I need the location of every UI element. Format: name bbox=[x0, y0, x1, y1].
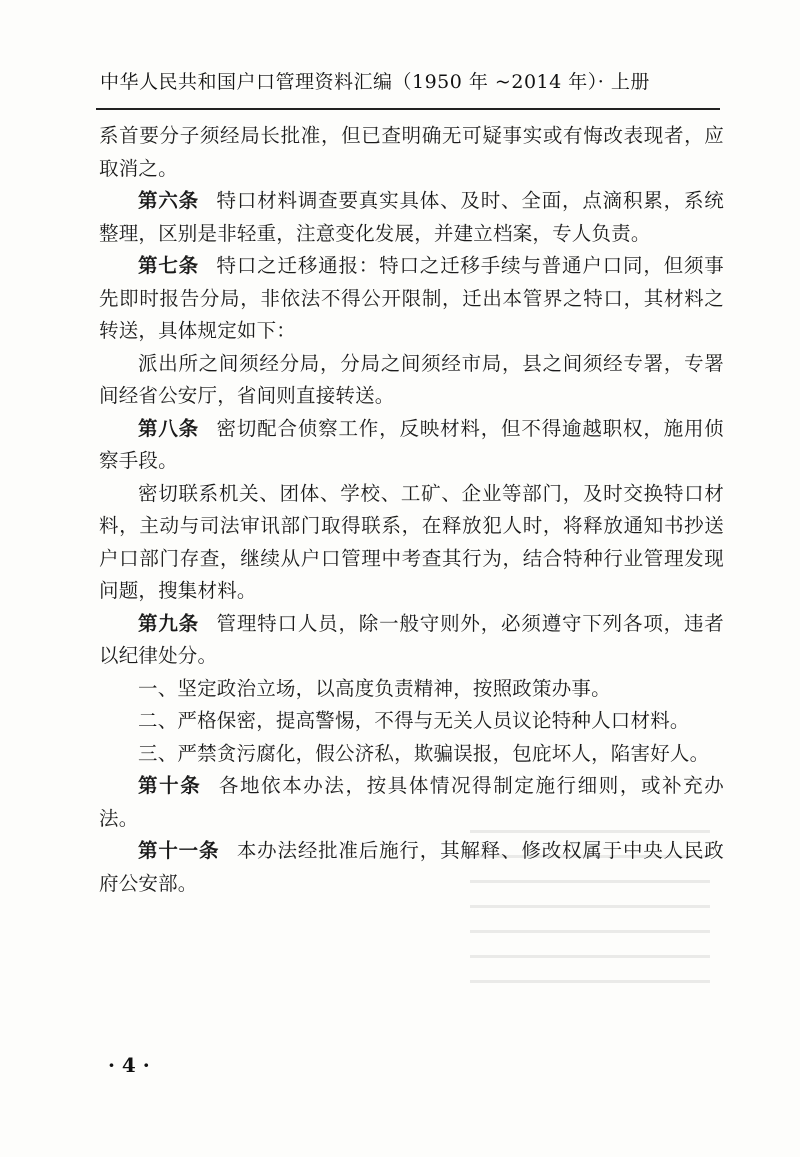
body-text bbox=[99, 120, 724, 900]
paragraph-p3 bbox=[99, 250, 724, 348]
paragraph-text: 密切联系机关、团体、学校、工矿、企业等部门，及时交换特口材料，主动与司法审讯部门取得联系，在释放犯人时，将释放通知书抄送户口部门存查，继续从户口管理中考查其行为，结合特种行业管理发现问题，搜集材料。 bbox=[99, 481, 724, 602]
article-label: 第九条 bbox=[138, 611, 199, 635]
paragraph-text: 密切配合侦察工作，反映材料，但不得逾越职权，施用侦察手段。 bbox=[99, 416, 724, 472]
paragraph-text: 各地依本办法，按具体情况得制定施行细则，或补充办法。 bbox=[99, 774, 724, 830]
paragraph-p2 bbox=[99, 185, 724, 250]
paragraph-p9 bbox=[99, 705, 724, 738]
article-label: 第七条 bbox=[138, 254, 199, 277]
paragraph-p6 bbox=[99, 478, 724, 608]
paragraph-text: 管理特口人员，除一般守则外，必须遵守下列各项，违者以纪律处分。 bbox=[99, 611, 724, 667]
paragraph-p7 bbox=[99, 608, 724, 673]
paragraph-p10 bbox=[99, 738, 724, 771]
page-number: · 4 · bbox=[108, 1053, 150, 1077]
paragraph-text: 一、坚定政治立场，以高度负责精神，按照政策办事。 bbox=[138, 676, 611, 700]
paragraph-text: 派出所之间须经分局，分局之间须经市局，县之间须经专署，专署间经省公安厅，省间则直接转送。 bbox=[99, 351, 724, 407]
paragraph-p4 bbox=[99, 348, 724, 413]
paragraph-text: 系首要分子须经局长批准，但已查明确无可疑事实或有悔改表现者，应取消之。 bbox=[99, 124, 724, 180]
paragraph-text: 二、严格保密，提高警惕，不得与无关人员议论特种人口材料。 bbox=[138, 709, 690, 732]
article-label: 第六条 bbox=[138, 189, 199, 212]
header-rule bbox=[96, 108, 720, 110]
paragraph-p8 bbox=[99, 673, 724, 706]
article-label: 第十条 bbox=[138, 774, 202, 797]
article-label: 第十一条 bbox=[138, 839, 220, 862]
running-header: 中华人民共和国户口管理资料汇编（1950 年 ~2014 年）· 上册 bbox=[100, 71, 650, 93]
paragraph-p11 bbox=[99, 770, 724, 835]
paragraph-p5 bbox=[99, 413, 724, 478]
paragraph-text: 特口之迁移通报：特口之迁移手续与普通户口同，但须事先即时报告分局，非依法不得公开限制，迁出本管界之特口，其材料之转送，具体规定如下： bbox=[99, 254, 724, 342]
paragraph-text: 本办法经批准后施行，其解释、修改权属于中央人民政府公安部。 bbox=[99, 839, 724, 895]
paragraph-p1 bbox=[99, 120, 724, 185]
paragraph-text: 三、严禁贪污腐化，假公济私，欺骗误报，包庇坏人，陷害好人。 bbox=[138, 741, 710, 765]
show-through-texture bbox=[470, 830, 710, 1030]
paragraph-text: 特口材料调查要真实具体、及时、全面，点滴积累，系统整理，区别是非轻重，注意变化发展，并建立档案，专人负责。 bbox=[99, 189, 724, 245]
article-label: 第八条 bbox=[138, 416, 199, 440]
